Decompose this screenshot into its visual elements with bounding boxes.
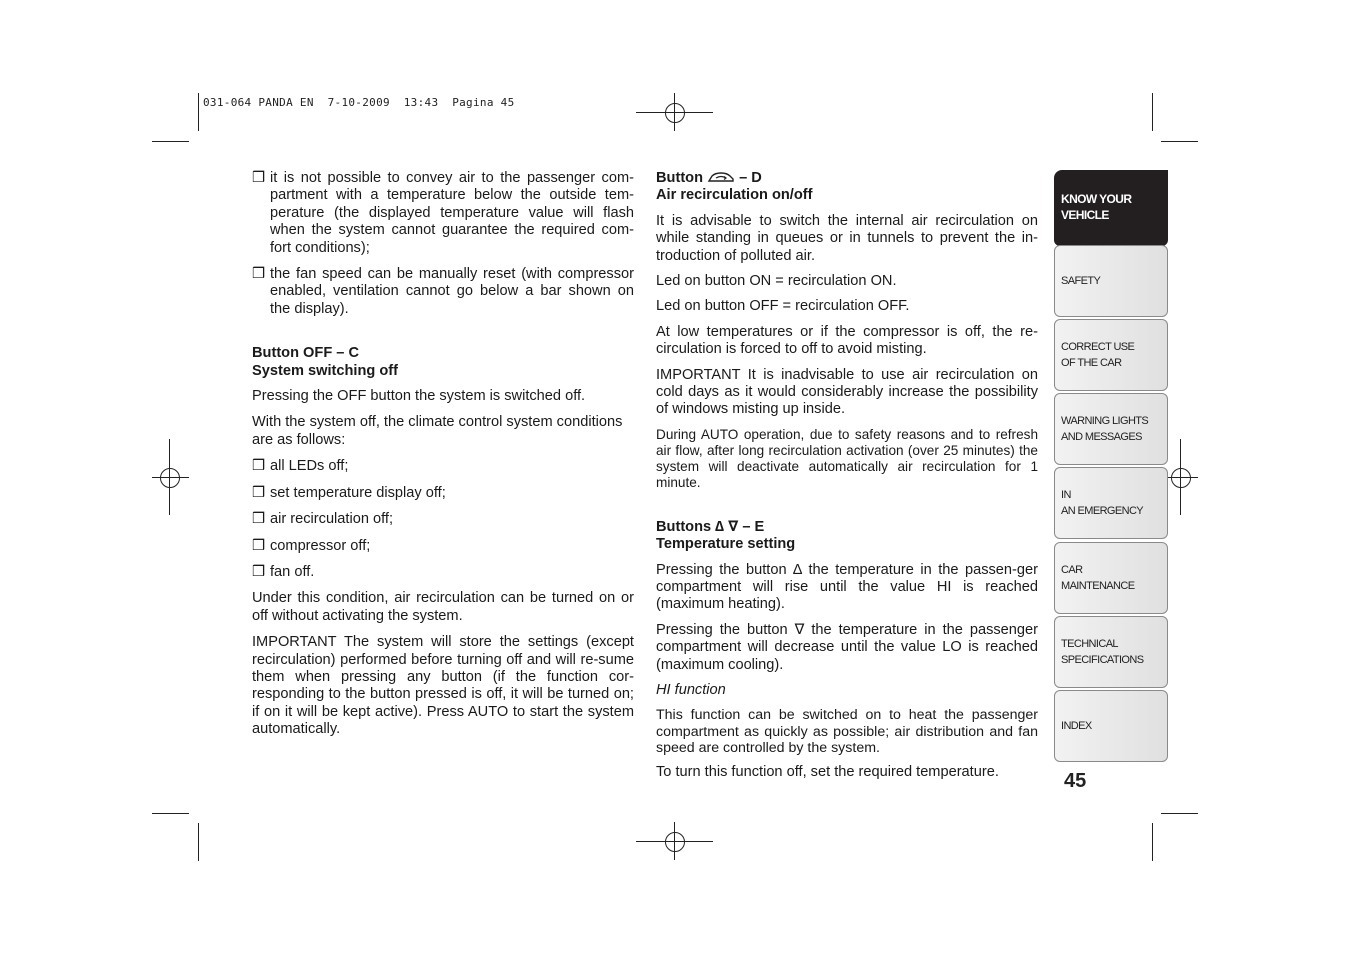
list-item bbox=[252, 485, 634, 502]
checkbox-bullet-icon: ❒ bbox=[252, 563, 266, 580]
list-item-text: all LEDs off; bbox=[270, 458, 349, 475]
tab-label: CAR MAINTENANCE bbox=[1061, 564, 1135, 592]
tab-label: IN AN EMERGENCY bbox=[1061, 489, 1144, 517]
registration-mark-circle bbox=[665, 103, 685, 123]
tab-warning-lights[interactable] bbox=[1054, 393, 1168, 465]
list-item-text: set temperature display off; bbox=[270, 484, 446, 501]
list-item-text: fan off. bbox=[270, 563, 315, 580]
crop-mark bbox=[198, 93, 199, 131]
tab-label: TECHNICAL SPECIFICATIONS bbox=[1061, 638, 1144, 666]
paragraph: At low temperatures or if the compressor is off, the re-circulation is forced to off to avoid misting. bbox=[656, 323, 1038, 358]
paragraph: Under this condition, air recirculation can be turned on or off without activating the system. bbox=[252, 590, 634, 624]
left-column bbox=[252, 170, 634, 748]
paragraph: Led on button OFF = recirculation OFF. bbox=[656, 298, 910, 315]
crop-mark bbox=[152, 141, 189, 142]
list-item-text: it is not possible to convey air to the passenger com-partment with a temperature below the outside tem-perature (the displayed temperature value will flash when the system cannot guarantee the required com-fort conditions); bbox=[270, 170, 634, 256]
heading-text: Button bbox=[656, 170, 704, 186]
crop-mark bbox=[1161, 141, 1198, 142]
heading-line: Air recirculation on/off bbox=[656, 187, 813, 204]
tab-in-an-emergency[interactable] bbox=[1054, 467, 1168, 539]
list-item-text: the fan speed can be manually reset (with compressor enabled, ventilation cannot go below a bar shown on the display). bbox=[270, 266, 634, 317]
list-item bbox=[252, 511, 634, 528]
tab-technical-specifications[interactable] bbox=[1054, 616, 1168, 688]
paragraph: IMPORTANT It is inadvisable to use air recirculation on cold days as it would considerably increase the possibility of windows misting up inside. bbox=[656, 366, 1038, 418]
checkbox-bullet-icon: ❒ bbox=[252, 537, 266, 554]
list-item bbox=[252, 538, 634, 555]
heading-line bbox=[656, 170, 1038, 187]
tab-index[interactable] bbox=[1054, 690, 1168, 762]
checkbox-bullet-icon: ❒ bbox=[252, 266, 266, 283]
paragraph: IMPORTANT The system will store the settings (except recirculation) performed before turning off and will re-sume them when pressing any button (if the function cor-responding to the button pressed is off, it will be turned on; if on it will be kept active). Press AUTO to start the system automatically. bbox=[252, 634, 634, 738]
crop-mark bbox=[1152, 93, 1153, 131]
tab-car-maintenance[interactable] bbox=[1054, 542, 1168, 614]
crop-mark bbox=[1161, 813, 1198, 814]
paragraph: It is advisable to switch the internal air recirculation on while standing in queues or in tunnels to prevent the in-troduction of polluted air. bbox=[656, 212, 1038, 264]
section-heading bbox=[252, 345, 634, 380]
subheading: HI function bbox=[656, 681, 726, 698]
list-item bbox=[252, 564, 634, 581]
tab-safety[interactable] bbox=[1054, 245, 1168, 317]
tab-label: INDEX bbox=[1061, 720, 1092, 732]
crop-mark bbox=[152, 813, 189, 814]
list-item-text: compressor off; bbox=[270, 537, 371, 554]
right-column bbox=[656, 170, 1038, 789]
heading-line: System switching off bbox=[252, 362, 398, 379]
section-heading bbox=[656, 170, 1038, 205]
list-item bbox=[252, 170, 634, 257]
tab-label: WARNING LIGHTS AND MESSAGES bbox=[1061, 415, 1149, 443]
paragraph: This function can be switched on to heat the passenger compartment as quickly as possible; air distribution and fan speed are controlled by the system. bbox=[656, 707, 1038, 756]
list-item bbox=[252, 266, 634, 318]
list-item-text: air recirculation off; bbox=[270, 511, 394, 528]
paragraph: Pressing the button ∆ the temperature in the passen-ger compartment will rise until the value HI is reached (maximum heating). bbox=[656, 561, 1038, 613]
paragraph: To turn this function off, set the required temperature. bbox=[656, 763, 999, 780]
checkbox-bullet-icon: ❒ bbox=[252, 484, 266, 501]
paragraph: Pressing the button ∇ the temperature in the passenger compartment will decrease until the value LO is reached (maximum cooling). bbox=[656, 621, 1038, 673]
checkbox-bullet-icon: ❒ bbox=[252, 458, 266, 475]
section-heading bbox=[656, 519, 1038, 554]
crop-mark bbox=[198, 823, 199, 861]
heading-line: Buttons ∆ ∇ – E bbox=[656, 518, 765, 535]
air-recirculation-icon bbox=[707, 170, 735, 184]
page-number: 45 bbox=[1064, 770, 1087, 792]
checkbox-bullet-icon: ❒ bbox=[252, 511, 266, 528]
tab-know-your-vehicle[interactable] bbox=[1054, 170, 1168, 246]
print-slug: 031-064 PANDA EN 7-10-2009 13:43 Pagina 45 bbox=[203, 96, 515, 109]
tab-correct-use[interactable] bbox=[1054, 319, 1168, 391]
tab-label: CORRECT USE OF THE CAR bbox=[1061, 341, 1135, 369]
paragraph: Led on button ON = recirculation ON. bbox=[656, 273, 897, 290]
paragraph: During AUTO operation, due to safety reasons and to refresh air flow, after long recirculation activation (over 25 minutes) the system will deactivate automatically air recirculation for 1 minute. bbox=[656, 426, 1038, 491]
registration-mark-circle bbox=[665, 832, 685, 852]
heading-line: Button OFF – C bbox=[252, 345, 360, 362]
heading-line: Temperature setting bbox=[656, 536, 796, 553]
tab-label: KNOW YOUR VEHICLE bbox=[1061, 192, 1132, 222]
paragraph: With the system off, the climate control system conditions are as follows: bbox=[252, 414, 623, 448]
checkbox-bullet-icon: ❒ bbox=[252, 170, 266, 186]
tab-label: SAFETY bbox=[1061, 275, 1101, 287]
registration-mark-circle bbox=[160, 468, 180, 488]
list-item bbox=[252, 458, 634, 475]
crop-mark bbox=[1152, 823, 1153, 861]
registration-mark-circle bbox=[1171, 468, 1191, 488]
heading-text: – D bbox=[739, 170, 762, 186]
paragraph: Pressing the OFF button the system is switched off. bbox=[252, 388, 586, 405]
